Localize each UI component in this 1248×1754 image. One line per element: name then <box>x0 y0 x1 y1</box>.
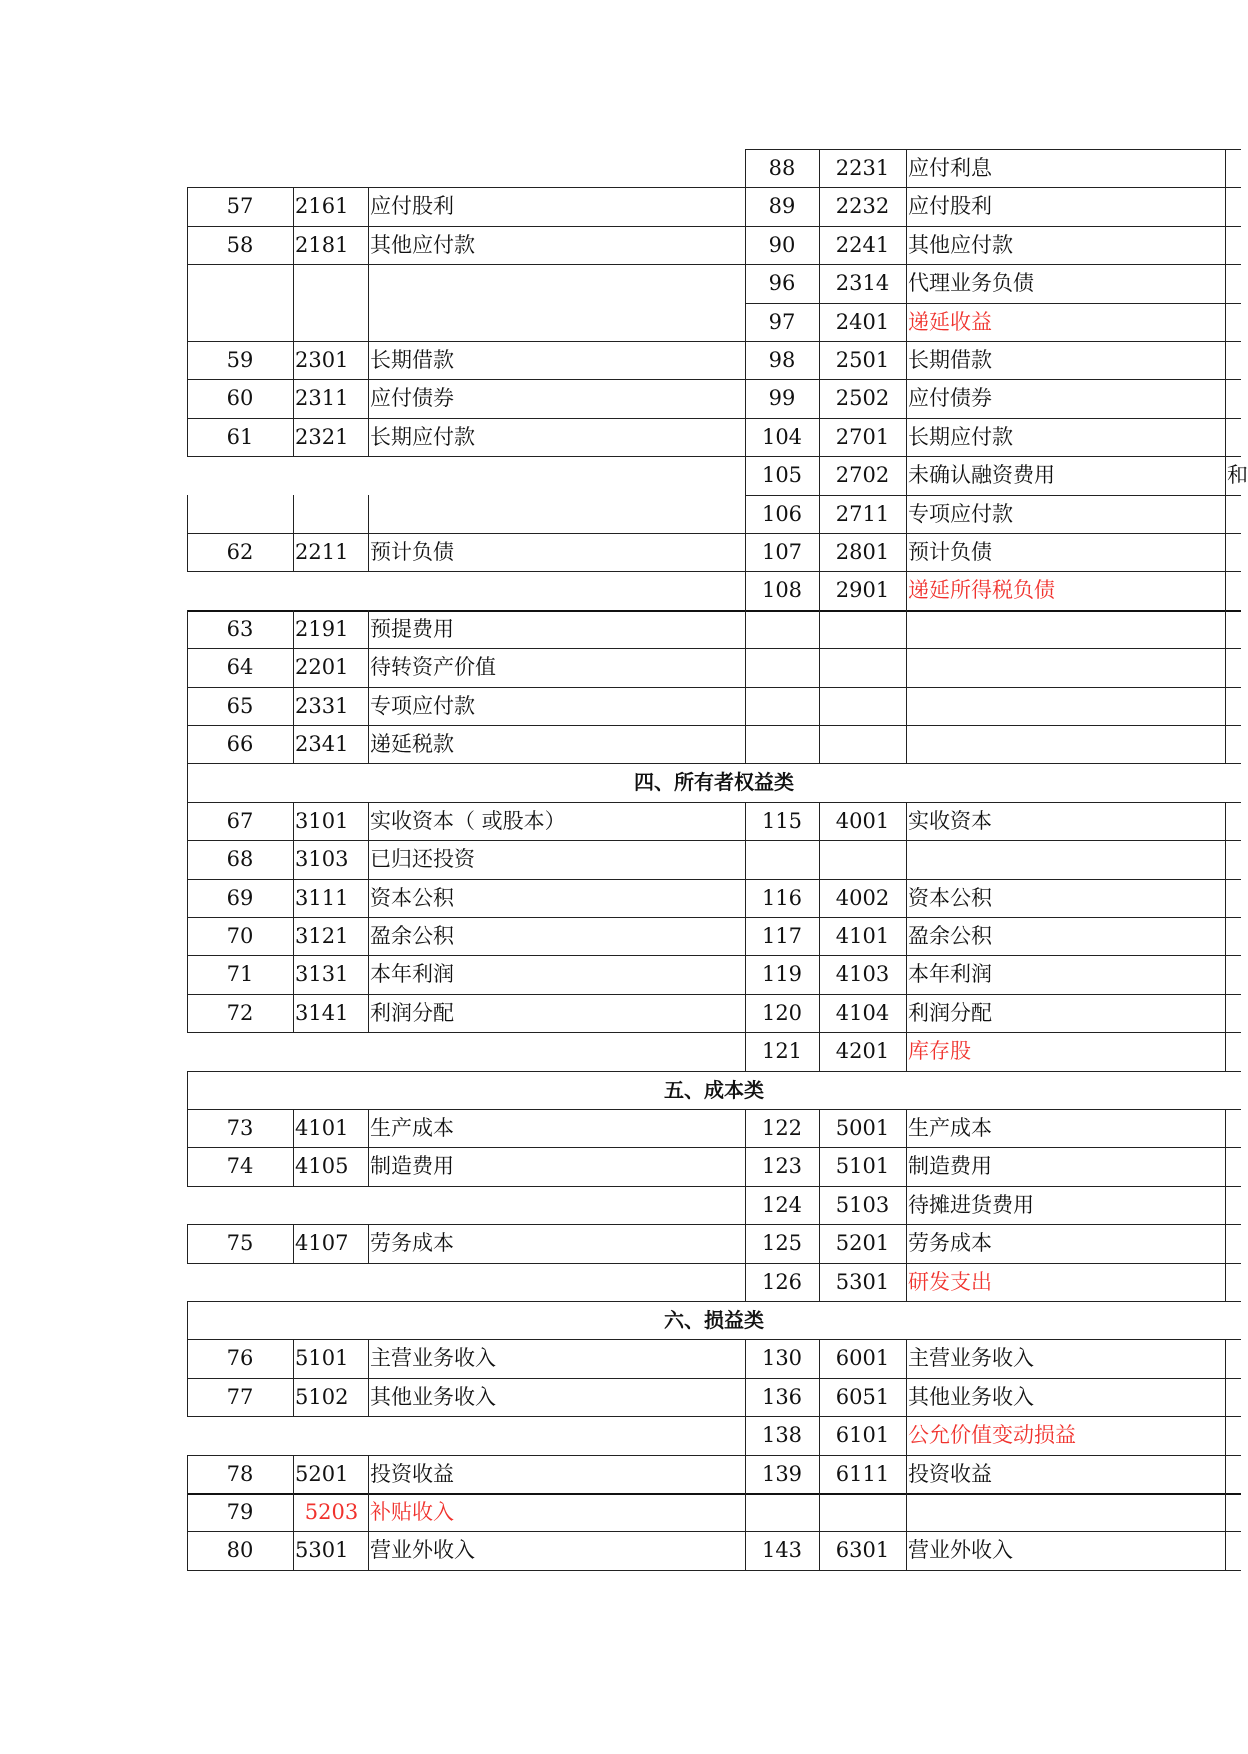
old-code-cell: 2321 <box>295 424 349 449</box>
new-num-cell: 98 <box>768 348 796 372</box>
new-name-cell: 长期应付款 <box>908 424 1013 449</box>
new-name-cell: 未确认融资费用 <box>908 463 1055 488</box>
new-num-cell: 89 <box>768 194 796 219</box>
new-code-cell: 5201 <box>835 1231 890 1256</box>
new-code-cell: 5103 <box>835 1192 890 1217</box>
grid-vline <box>745 725 746 763</box>
old-num-cell: 62 <box>226 540 254 564</box>
grid-vline <box>819 1493 820 1531</box>
old-name-cell: 制造费用 <box>370 1154 454 1179</box>
old-code-cell: 2161 <box>295 194 349 219</box>
new-name-cell: 应付股利 <box>908 194 992 219</box>
new-num-cell: 138 <box>761 1423 803 1448</box>
grid-vline <box>745 648 746 686</box>
new-num-cell: 120 <box>761 1000 803 1025</box>
grid-vline <box>1225 264 1226 302</box>
new-code-cell: 2501 <box>835 348 890 372</box>
new-name-cell: 实收资本 <box>908 808 992 833</box>
new-name-cell: 递延所得税负债 <box>908 578 1055 603</box>
new-num-cell: 130 <box>761 1346 803 1371</box>
old-code-cell: 2301 <box>295 348 349 372</box>
old-name-cell: 专项应付款 <box>370 693 475 718</box>
grid-hline <box>187 1570 1241 1571</box>
grid-vline <box>1225 994 1226 1032</box>
new-name-cell: 资本公积 <box>908 885 992 910</box>
old-num-cell: 67 <box>226 808 254 833</box>
grid-vline <box>906 648 907 686</box>
old-num-cell: 64 <box>226 655 254 680</box>
new-code-cell: 2232 <box>835 194 890 219</box>
old-name-cell: 其他业务收入 <box>370 1384 496 1409</box>
old-num-cell: 77 <box>226 1384 254 1409</box>
old-name-cell: 主营业务收入 <box>370 1346 496 1371</box>
grid-vline <box>1225 1493 1226 1531</box>
grid-vline <box>1225 149 1226 187</box>
grid-vline <box>1225 1531 1226 1569</box>
grid-vline <box>1225 571 1226 609</box>
new-num-cell: 88 <box>768 156 796 180</box>
old-num-cell: 57 <box>226 194 254 219</box>
old-name-cell: 实收资本（ 或股本） <box>370 808 566 833</box>
grid-vline <box>819 840 820 878</box>
new-code-cell: 6111 <box>835 1461 890 1486</box>
new-num-cell: 119 <box>761 962 803 987</box>
grid-vline <box>745 1493 746 1531</box>
old-name-cell: 长期借款 <box>370 348 454 372</box>
old-name-cell: 生产成本 <box>370 1116 454 1140</box>
old-name-cell: 本年利润 <box>370 962 454 987</box>
new-code-cell: 2901 <box>835 578 890 603</box>
new-num-cell: 136 <box>761 1384 803 1409</box>
new-name-cell: 主营业务收入 <box>908 1346 1034 1371</box>
old-num-cell: 80 <box>226 1538 254 1563</box>
old-num-cell: 70 <box>226 924 254 948</box>
grid-vline <box>1225 226 1226 264</box>
old-name-cell: 应付债券 <box>370 386 454 411</box>
old-num-cell: 65 <box>226 693 254 718</box>
old-code-cell: 3141 <box>295 1000 349 1025</box>
new-name-cell: 库存股 <box>908 1039 971 1064</box>
grid-vline <box>368 303 369 341</box>
grid-vline <box>1225 1224 1226 1262</box>
new-num-cell: 116 <box>761 885 803 910</box>
new-code-cell: 4101 <box>835 924 890 948</box>
new-code-cell: 2701 <box>835 424 890 449</box>
new-name-cell: 研发支出 <box>908 1269 992 1294</box>
grid-vline <box>906 840 907 878</box>
old-code-cell: 5101 <box>295 1346 349 1371</box>
old-code-cell: 3111 <box>295 885 349 910</box>
grid-vline <box>187 1301 188 1339</box>
new-num-cell: 107 <box>761 540 803 564</box>
new-name-cell: 其他业务收入 <box>908 1384 1034 1409</box>
grid-vline <box>368 495 369 533</box>
new-code-cell: 2241 <box>835 232 890 257</box>
grid-vline <box>1225 1416 1226 1454</box>
section-header: 五、成本类 <box>664 1077 764 1102</box>
new-code-cell: 4001 <box>835 808 890 833</box>
new-num-cell: 115 <box>761 808 803 833</box>
grid-vline <box>1225 187 1226 225</box>
grid-vline <box>368 264 369 302</box>
old-code-cell: 2191 <box>295 616 349 641</box>
grid-vline <box>819 648 820 686</box>
grid-vline <box>906 687 907 725</box>
new-code-cell: 6001 <box>835 1346 890 1371</box>
new-num-cell: 105 <box>761 463 803 488</box>
new-num-cell: 143 <box>761 1538 803 1563</box>
new-code-cell: 4201 <box>835 1039 890 1064</box>
new-name-cell: 制造费用 <box>908 1154 992 1179</box>
new-num-cell: 122 <box>761 1116 803 1140</box>
old-name-cell: 资本公积 <box>370 885 454 910</box>
new-code-cell: 2314 <box>835 271 890 296</box>
grid-vline <box>906 725 907 763</box>
new-num-cell: 139 <box>761 1461 803 1486</box>
old-name-cell: 盈余公积 <box>370 924 454 948</box>
grid-vline <box>187 303 188 341</box>
old-num-cell: 79 <box>226 1500 254 1524</box>
new-name-cell: 生产成本 <box>908 1116 992 1140</box>
grid-vline <box>906 1493 907 1531</box>
grid-vline <box>1225 1378 1226 1416</box>
new-name-cell: 专项应付款 <box>908 501 1013 526</box>
new-name-cell: 公允价值变动损益 <box>908 1423 1076 1448</box>
old-code-cell: 3101 <box>295 808 349 833</box>
grid-hline <box>187 763 1241 764</box>
grid-vline <box>187 1071 188 1109</box>
grid-vline <box>293 264 294 302</box>
old-num-cell: 59 <box>226 348 254 372</box>
new-name-cell: 应付利息 <box>908 156 992 180</box>
grid-vline <box>1225 341 1226 379</box>
grid-vline <box>187 264 188 302</box>
grid-vline <box>187 763 188 801</box>
old-name-cell: 递延税款 <box>370 732 454 756</box>
new-name-cell: 投资收益 <box>908 1461 992 1486</box>
new-name-cell: 利润分配 <box>908 1000 992 1025</box>
grid-vline <box>1225 495 1226 533</box>
new-code-cell: 6301 <box>835 1538 890 1563</box>
grid-vline <box>906 610 907 648</box>
new-code-cell: 4104 <box>835 1000 890 1025</box>
old-name-cell: 劳务成本 <box>370 1231 454 1256</box>
new-num-cell: 90 <box>768 232 796 257</box>
old-code-cell: 4105 <box>295 1154 349 1179</box>
new-name-cell: 其他应付款 <box>908 232 1013 257</box>
old-num-cell: 75 <box>226 1231 254 1256</box>
new-name-cell: 应付债券 <box>908 386 992 411</box>
old-code-cell: 5301 <box>295 1538 349 1563</box>
old-code-cell: 2201 <box>295 655 349 680</box>
new-code-cell: 2401 <box>835 309 890 334</box>
new-name-cell: 递延收益 <box>908 309 992 334</box>
new-num-cell: 108 <box>761 578 803 603</box>
old-code-cell: 4101 <box>295 1116 349 1140</box>
new-name-cell: 长期借款 <box>908 348 992 372</box>
new-code-cell: 4002 <box>835 885 890 910</box>
grid-vline <box>1225 687 1226 725</box>
grid-vline <box>1225 1455 1226 1493</box>
grid-vline <box>1225 725 1226 763</box>
old-num-cell: 61 <box>226 424 254 449</box>
old-name-cell: 补贴收入 <box>370 1500 454 1524</box>
new-code-cell: 5301 <box>835 1269 890 1294</box>
old-num-cell: 74 <box>226 1154 254 1179</box>
grid-vline <box>819 610 820 648</box>
new-name-cell: 营业外收入 <box>908 1538 1013 1563</box>
new-num-cell: 99 <box>768 386 796 411</box>
section-header: 四、所有者权益类 <box>634 770 794 795</box>
new-code-cell: 5101 <box>835 1154 890 1179</box>
grid-hline <box>187 1071 1241 1072</box>
old-code-cell: 5102 <box>295 1384 349 1409</box>
new-name-cell: 预计负债 <box>908 540 992 564</box>
new-num-cell: 124 <box>761 1192 803 1217</box>
new-num-cell: 104 <box>761 424 803 449</box>
grid-vline <box>745 840 746 878</box>
grid-vline <box>745 687 746 725</box>
grid-vline <box>293 495 294 533</box>
old-num-cell: 78 <box>226 1461 254 1486</box>
grid-vline <box>187 495 188 533</box>
grid-vline <box>1225 1032 1226 1070</box>
old-num-cell: 68 <box>226 847 254 872</box>
grid-vline <box>745 610 746 648</box>
new-code-cell: 4103 <box>835 962 890 987</box>
old-name-cell: 待转资产价值 <box>370 655 496 680</box>
new-code-cell: 2801 <box>835 540 890 564</box>
grid-vline <box>1225 1263 1226 1301</box>
grid-vline <box>1225 533 1226 571</box>
new-name-cell: 待摊进货费用 <box>908 1192 1034 1217</box>
old-code-cell: 5203 <box>304 1500 359 1524</box>
old-name-cell: 应付股利 <box>370 194 454 219</box>
old-code-cell: 3103 <box>295 847 349 872</box>
grid-vline <box>1225 1109 1226 1147</box>
old-num-cell: 69 <box>226 885 254 910</box>
new-num-cell: 97 <box>768 309 796 334</box>
accounts-comparison-table <box>187 149 1248 1569</box>
grid-vline <box>819 687 820 725</box>
old-code-cell: 5201 <box>295 1461 349 1486</box>
new-code-cell: 6051 <box>835 1384 890 1409</box>
old-code-cell: 4107 <box>295 1231 349 1256</box>
new-num-cell: 96 <box>768 271 796 296</box>
grid-vline <box>1225 1147 1226 1185</box>
new-num-cell: 125 <box>761 1231 803 1256</box>
new-name-cell: 代理业务负债 <box>908 271 1034 296</box>
old-num-cell: 60 <box>226 386 254 411</box>
new-name-cell: 本年利润 <box>908 962 992 987</box>
old-name-cell: 长期应付款 <box>370 424 475 449</box>
grid-vline <box>1225 1186 1226 1224</box>
old-name-cell: 其他应付款 <box>370 232 475 257</box>
new-num-cell: 117 <box>761 924 803 948</box>
old-code-cell: 2181 <box>295 232 349 257</box>
new-code-cell: 2231 <box>835 156 890 180</box>
old-code-cell: 3131 <box>295 962 349 987</box>
grid-vline <box>1225 1339 1226 1377</box>
new-code-cell: 2502 <box>835 386 890 411</box>
grid-vline <box>1225 917 1226 955</box>
old-code-cell: 2311 <box>295 386 349 411</box>
new-num-cell: 121 <box>761 1039 803 1064</box>
section-header: 六、损益类 <box>664 1308 764 1332</box>
extra-cell: 和 <box>1227 463 1248 488</box>
grid-vline <box>1225 418 1226 456</box>
new-num-cell: 106 <box>761 501 803 526</box>
old-name-cell: 营业外收入 <box>370 1538 475 1563</box>
old-code-cell: 2331 <box>295 693 349 718</box>
old-num-cell: 63 <box>226 616 254 641</box>
old-code-cell: 2211 <box>295 540 349 564</box>
new-code-cell: 5001 <box>835 1116 890 1140</box>
old-name-cell: 预提费用 <box>370 616 454 641</box>
old-num-cell: 66 <box>226 732 254 756</box>
grid-vline <box>819 725 820 763</box>
new-code-cell: 2711 <box>835 501 890 526</box>
grid-vline <box>1225 879 1226 917</box>
grid-vline <box>293 303 294 341</box>
old-code-cell: 3121 <box>295 924 349 948</box>
old-code-cell: 2341 <box>295 732 349 756</box>
old-name-cell: 预计负债 <box>370 540 454 564</box>
new-code-cell: 6101 <box>835 1423 890 1448</box>
grid-vline <box>1225 379 1226 417</box>
new-name-cell: 盈余公积 <box>908 924 992 948</box>
grid-vline <box>1225 802 1226 840</box>
old-num-cell: 58 <box>226 232 254 257</box>
new-num-cell: 123 <box>761 1154 803 1179</box>
old-num-cell: 76 <box>226 1346 254 1371</box>
old-name-cell: 投资收益 <box>370 1461 454 1486</box>
grid-vline <box>1225 610 1226 648</box>
old-num-cell: 73 <box>226 1116 254 1140</box>
old-name-cell: 已归还投资 <box>370 847 475 872</box>
grid-hline <box>187 1301 1241 1302</box>
grid-vline <box>1225 955 1226 993</box>
new-num-cell: 126 <box>761 1269 803 1294</box>
grid-vline <box>1225 303 1226 341</box>
new-name-cell: 劳务成本 <box>908 1231 992 1256</box>
grid-vline <box>1225 648 1226 686</box>
old-num-cell: 72 <box>226 1000 254 1025</box>
grid-vline <box>1225 840 1226 878</box>
old-name-cell: 利润分配 <box>370 1000 454 1025</box>
new-code-cell: 2702 <box>835 463 890 488</box>
old-num-cell: 71 <box>226 962 254 987</box>
